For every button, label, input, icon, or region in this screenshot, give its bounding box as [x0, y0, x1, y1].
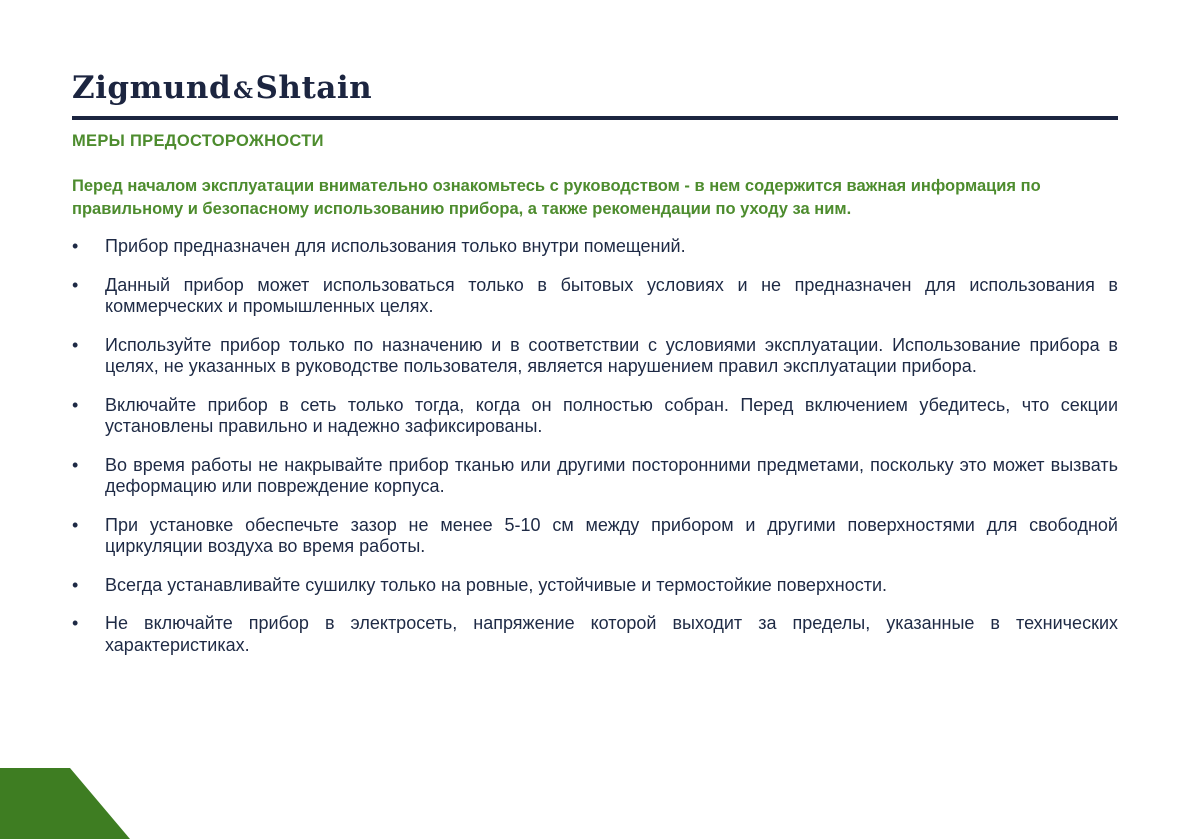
bullet-icon: • [72, 236, 79, 256]
bullet-icon: • [72, 454, 79, 475]
brand-name-part1: Zigmund [72, 70, 232, 106]
list-item [72, 275, 1118, 318]
brand-ampersand: & [233, 78, 254, 104]
list-item-text: Во время работы не накрывайте прибор тканью или другими посторонними предметами, поскольку это может вызвать деформацию или повреждение корпуса. [105, 454, 1118, 496]
bullet-icon: • [72, 394, 79, 415]
section-title: МЕРЫ ПРЕДОСТОРОЖНОСТИ [72, 132, 324, 150]
list-item-text: Всегда устанавливайте сушилку только на ровные, устойчивые и термостойкие поверхности. [105, 574, 887, 595]
list-item-text: Данный прибор может использоваться только в бытовых условиях и не предназначен для использования в коммерческих и промышленных целях. [105, 274, 1118, 316]
bullet-icon: • [72, 514, 79, 535]
list-item [72, 236, 1118, 258]
list-item-text: Прибор предназначен для использования только внутри помещений. [105, 236, 686, 256]
list-item [72, 455, 1118, 498]
header-divider [72, 116, 1118, 120]
bullet-icon: • [72, 334, 79, 355]
bullet-icon: • [72, 613, 79, 633]
corner-green-shape [0, 768, 130, 839]
corner-decoration [0, 768, 130, 839]
list-item [72, 395, 1118, 438]
list-item [72, 335, 1118, 378]
list-item-text: При установке обеспечьте зазор не менее 5-10 см между прибором и другими поверхностями для свободной циркуляции воздуха во время работы. [105, 514, 1118, 556]
bullet-icon: • [72, 574, 79, 595]
list-item-text: Не включайте прибор в электросеть, напряжение которой выходит за пределы, указанные в технических характеристиках. [105, 613, 1118, 655]
list-item-text: Используйте прибор только по назначению и в соответствии с условиями эксплуатации. Использование прибора в целях, не указанных в руководстве пользователя, является нарушением правил эксплуатации прибора. [105, 334, 1118, 376]
brand-logo [72, 66, 372, 113]
intro-paragraph: Перед началом эксплуатации внимательно ознакомьтесь с руководством - в нем содержится важная информация по правильному и безопасному использованию прибора, а также рекомендации по уходу за ним. [72, 177, 1041, 218]
precautions-list [72, 236, 1118, 673]
list-item [72, 515, 1118, 558]
list-item [72, 613, 1118, 656]
brand-name-part2: Shtain [255, 70, 373, 106]
list-item [72, 575, 1118, 597]
bullet-icon: • [72, 274, 79, 295]
list-item-text: Включайте прибор в сеть только тогда, когда он полностью собран. Перед включением убедитесь, что секции установлены правильно и надежно зафиксированы. [105, 394, 1118, 436]
